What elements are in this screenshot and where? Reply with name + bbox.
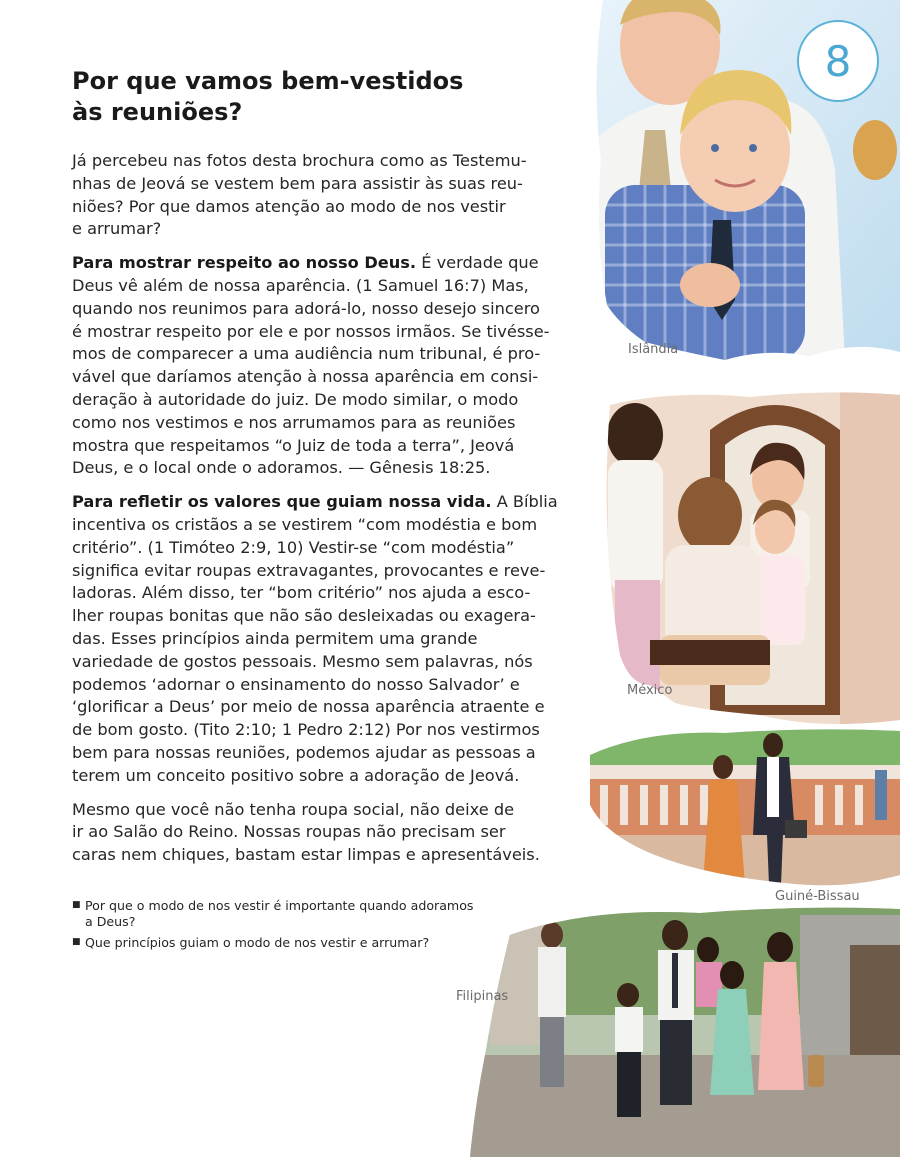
question-text xyxy=(85,935,429,951)
text-line: bem para nossas reuniões, podemos ajudar as pessoas a xyxy=(72,742,536,762)
photo-mexico xyxy=(590,385,900,730)
text-line: incentiva os cristãos a se vestirem “com modéstia e bom xyxy=(72,514,538,534)
text-line: vável que daríamos atenção à nossa aparência em consi- xyxy=(72,367,539,387)
text-line: e arrumar? xyxy=(72,219,162,239)
text-line: caras nem chiques, bastam estar limpas e apresentáveis. xyxy=(72,845,540,865)
article-body xyxy=(72,150,569,878)
question-line: Que princípios guiam o modo de nos vestir e arrumar? xyxy=(85,935,430,950)
text-line: ir ao Salão do Reino. Nossas roupas não precisam ser xyxy=(72,822,506,842)
question-item xyxy=(72,898,542,929)
text-line: mostra que respeitamos “o Juiz de toda a terra”, Jeová xyxy=(72,435,515,455)
text-line: Já percebeu nas fotos desta brochura como as Testemu- xyxy=(72,151,527,170)
text-line: niões? Por que damos atenção ao modo de nos vestir xyxy=(72,196,506,216)
photo-guinea-bissau-image xyxy=(585,725,900,890)
respect-heading: Para mostrar respeito ao nosso Deus. xyxy=(72,253,417,273)
question-line: a Deus? xyxy=(85,913,136,929)
text-line: critério”. (1 Timóteo 2:9, 10) Vestir-se “com modéstia” xyxy=(72,537,515,557)
text-line: mos de comparecer a uma audiência num tribunal, é pro- xyxy=(72,344,541,364)
question-item xyxy=(72,935,542,951)
text-line: terem um conceito positivo sobre a adoração de Jeová. xyxy=(72,765,520,785)
text-line: como nos vestimos e nos arrumamos para as reuniões xyxy=(72,412,516,432)
text-line: Mesmo que você não tenha roupa social, não deixe de xyxy=(72,799,515,819)
text-line: ‘glorificar a Deus’ por meio de nossa aparência atraente e xyxy=(72,697,545,717)
lesson-number-badge: 8 xyxy=(797,20,879,102)
caption-guinea-bissau: Guiné-Bissau xyxy=(775,889,860,904)
square-bullet-icon: ■ xyxy=(72,937,81,947)
text-line: é mostrar respeito por ele e por nossos irmãos. Se tivésse- xyxy=(72,321,550,341)
closing-paragraph xyxy=(72,799,569,867)
values-paragraph xyxy=(72,491,569,787)
text-line: Deus, e o local onde o adoramos. — Gênesis 18:25. xyxy=(72,458,491,478)
text-line: quando nos reunimos para adorá-lo, nosso desejo sincero xyxy=(72,298,540,318)
text-line: lher roupas bonitas que não são desleixadas ou exagera- xyxy=(72,606,536,626)
text-line: podemos ‘adornar o ensinamento do nosso Salvador’ e xyxy=(72,674,520,694)
respect-paragraph xyxy=(72,252,569,480)
caption-mexico: México xyxy=(627,683,673,698)
text-line: Deus vê além de nossa aparência. (1 Samuel 16:7) Mas, xyxy=(72,275,529,295)
values-heading: Para refletir os valores que guiam nossa vida. xyxy=(72,492,492,512)
square-bullet-icon: ■ xyxy=(72,900,81,910)
title-line-1: Por que vamos bem-vestidos xyxy=(72,67,464,95)
text-line: das. Esses princípios ainda permitem uma grande xyxy=(72,628,478,648)
page-title xyxy=(72,66,492,128)
photo-guinea-bissau xyxy=(585,725,900,890)
text-line: significa evitar roupas extravagantes, provocantes e reve- xyxy=(72,560,546,580)
review-questions xyxy=(72,898,542,957)
text-line: É verdade que xyxy=(416,253,539,273)
text-line: nhas de Jeová se vestem bem para assistir às suas reu- xyxy=(72,173,523,193)
text-line: variedade de gostos pessoais. Mesmo sem palavras, nós xyxy=(72,651,533,671)
text-line: de bom gosto. (Tito 2:10; 1 Pedro 2:12) Por nos vestirmos xyxy=(72,720,540,740)
intro-paragraph xyxy=(72,150,569,241)
question-line: Por que o modo de nos vestir é importante quando adoramos xyxy=(85,898,474,913)
question-text xyxy=(85,898,473,929)
caption-philippines: Filipinas xyxy=(456,989,509,1004)
caption-iceland: Islândia xyxy=(628,342,679,357)
text-line: A Bíblia xyxy=(491,492,558,512)
text-line: ladoras. Além disso, ter “bom critério” nos ajuda a esco- xyxy=(72,583,531,603)
text-line: deração à autoridade do juiz. De modo similar, o modo xyxy=(72,389,519,409)
photo-mexico-image xyxy=(590,385,900,730)
title-line-2: às reuniões? xyxy=(72,98,243,126)
